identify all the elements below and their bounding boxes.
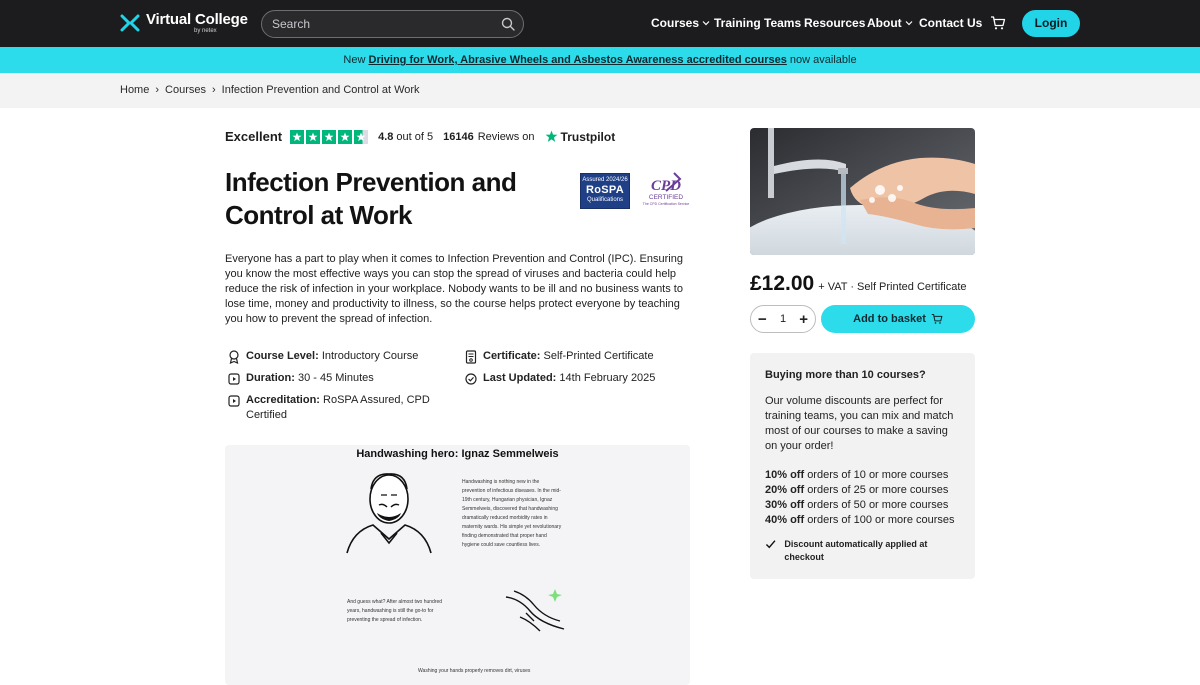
certificate-label: Certificate: [483, 350, 541, 362]
price-amount: £12.00 [750, 272, 815, 295]
cpd-certified-badge [642, 171, 690, 211]
page-title: Infection Prevention and Control at Work [225, 167, 517, 230]
brand-logo[interactable] [120, 12, 248, 34]
nav-contact-us-label: Contact Us [919, 16, 983, 30]
nav-training-teams[interactable] [714, 16, 801, 30]
play-box-icon [228, 372, 240, 386]
announcement-prefix: New [343, 54, 366, 66]
star-icon [306, 130, 320, 144]
nav-courses[interactable] [651, 16, 710, 30]
breadcrumb-current: Infection Prevention and Control at Work [221, 84, 420, 96]
trustpilot-rating-label: Excellent [225, 129, 283, 144]
rospa-badge-year: Assured 2024/26 [582, 177, 628, 183]
chevron-down-icon [702, 19, 710, 27]
search-icon[interactable] [501, 17, 515, 31]
rospa-badge-type: Qualifications [586, 197, 624, 203]
star-icon [290, 130, 304, 144]
accreditation-value: RoSPA Assured, CPD Certified [246, 394, 430, 421]
trustpilot-review-count: 16146 [443, 130, 474, 143]
duration-value: 30 - 45 Minutes [297, 372, 374, 384]
infographic-text-today: And guess what? After almost two hundred years, handwashing is still the go-to for preventing the spread of infection. [347, 599, 443, 623]
trustpilot-score: 4.8 [378, 130, 394, 143]
cart-icon[interactable] [990, 15, 1006, 31]
quantity-stepper [750, 305, 816, 333]
infographic-title: Handwashing hero: Ignaz Semmelweis [356, 448, 559, 460]
cart-icon [931, 313, 943, 325]
certificate-icon [465, 350, 477, 364]
search-input[interactable] [272, 11, 492, 37]
accreditation-label: Accreditation: [246, 394, 320, 406]
volume-heading: Buying more than 10 courses? [765, 369, 926, 381]
nav-about[interactable] [867, 16, 913, 30]
discount-tier [765, 513, 960, 528]
accreditation-fact [228, 393, 438, 423]
course-description: Everyone has a part to play when it comes to Infection Prevention and Control (IPC). Ensuring you know the most effective ways you can stop the spread of viruses and bacteria could help reduce the risk of infection in your workplace. Nobody wants to be ill and no business wants to lose time, money and productivity to illness, so the course helps protect everyone by teaching you how to prevent the spread of infection. [225, 253, 683, 325]
discount-tier-amount: 10% off [765, 469, 805, 481]
quantity-value[interactable]: 1 [779, 313, 787, 325]
last-updated-value: 14th February 2025 [559, 372, 656, 384]
discount-tier-text: orders of 100 or more courses [807, 514, 955, 526]
announcement-link[interactable]: Driving for Work, Abrasive Wheels and Asbestos Awareness accredited courses [368, 54, 787, 66]
rospa-badge [580, 173, 630, 209]
breadcrumb-separator-icon: › [155, 84, 160, 96]
last-updated-label: Last Updated: [483, 372, 557, 384]
duration-fact [228, 371, 448, 386]
announcement-suffix: now available [789, 54, 857, 66]
brand-subtitle: by netex [194, 28, 217, 34]
breadcrumb [120, 84, 420, 96]
trustpilot-reviews-label: Reviews on [477, 130, 535, 143]
discount-auto-note [765, 538, 960, 564]
course-level-label: Course Level: [246, 350, 319, 362]
top-navigation [0, 0, 1200, 47]
add-to-basket-button[interactable] [821, 305, 975, 333]
washing-hands-illustration [500, 587, 570, 637]
handwashing-infographic [225, 445, 690, 685]
trustpilot-brand: Trustpilot [560, 129, 616, 144]
award-icon [228, 350, 240, 364]
price-block [750, 272, 967, 296]
announcement-bar [0, 47, 1200, 73]
breadcrumb-courses[interactable]: Courses [165, 84, 206, 96]
discount-tier [765, 483, 960, 498]
trustpilot-star-icon [545, 130, 558, 143]
discount-tier [765, 498, 960, 513]
star-icon [322, 130, 336, 144]
certificate-value: Self-Printed Certificate [543, 350, 654, 362]
volume-intro: Our volume discounts are perfect for training teams, you can mix and match most of our courses to make a saving on your order! [765, 395, 954, 452]
checkmark-icon [765, 538, 776, 550]
breadcrumb-separator-icon: › [211, 84, 216, 96]
nav-courses-label: Courses [651, 16, 700, 30]
svg-text:The CPD Certification Service: The CPD Certification Service [642, 202, 690, 206]
check-circle-icon [465, 372, 477, 386]
svg-text:CERTIFIED: CERTIFIED [648, 194, 684, 201]
increase-quantity-button[interactable]: + [799, 310, 808, 328]
login-button[interactable]: Login [1022, 10, 1080, 37]
duration-label: Duration: [246, 372, 295, 384]
brand-name: Virtual College [146, 11, 248, 28]
discount-tier-text: orders of 50 or more courses [807, 499, 949, 511]
discount-auto-text: Discount automatically applied at checkout [784, 539, 928, 562]
trustpilot-stars [290, 130, 368, 144]
nav-contact-us[interactable] [919, 16, 982, 30]
last-updated-fact [465, 371, 685, 386]
nav-resources-label: Resources [804, 16, 866, 30]
discount-tier-text: orders of 25 or more courses [807, 484, 949, 496]
breadcrumb-bar [0, 73, 1200, 108]
course-level-value: Introductory Course [321, 350, 419, 362]
handwashing-photo-illustration [750, 128, 975, 255]
chevron-down-icon [905, 19, 913, 27]
volume-discount-panel [750, 353, 975, 579]
add-to-basket-label: Add to basket [853, 313, 926, 325]
discount-tier-amount: 40% off [765, 514, 805, 526]
svg-text:CPD: CPD [651, 178, 681, 194]
nav-resources[interactable] [804, 16, 865, 30]
infographic-text-history: Handwashing is nothing new in the prevention of infectious diseases. In the mid-19th century, Hungarian physician, Ignaz Semmelweis, discovered that handwashing dramatically reduced morbidity rates in maternity wards. His simple yet revolutionary finding demonstrated that proper hand hygiene could save countless lives. [462, 479, 562, 548]
infographic-text-washing: Washing your hands properly removes dirt, viruses [418, 668, 531, 674]
star-half-icon [354, 130, 368, 144]
nav-about-label: About [867, 16, 902, 30]
play-box-icon [228, 394, 240, 408]
search-box [261, 10, 524, 38]
semmelweis-portrait-illustration [343, 469, 435, 555]
course-level-fact [228, 349, 448, 364]
price-note: + VAT · Self Printed Certificate [818, 281, 967, 293]
decrease-quantity-button[interactable]: − [758, 310, 767, 328]
discount-tier-amount: 30% off [765, 499, 805, 511]
certificate-fact [465, 349, 685, 364]
rospa-badge-name: RoSPA [586, 184, 624, 196]
breadcrumb-home[interactable]: Home [120, 84, 150, 96]
nav-training-teams-label: Training Teams [714, 16, 802, 30]
trustpilot-widget[interactable] [225, 129, 615, 144]
discount-tier [765, 468, 960, 483]
virtual-college-logo-icon [120, 14, 140, 32]
discount-tier-amount: 20% off [765, 484, 805, 496]
discount-tier-text: orders of 10 or more courses [807, 469, 949, 481]
star-icon [338, 130, 352, 144]
trustpilot-out-of: out of 5 [396, 130, 434, 143]
trustpilot-logo [545, 130, 616, 144]
course-image [750, 128, 975, 255]
